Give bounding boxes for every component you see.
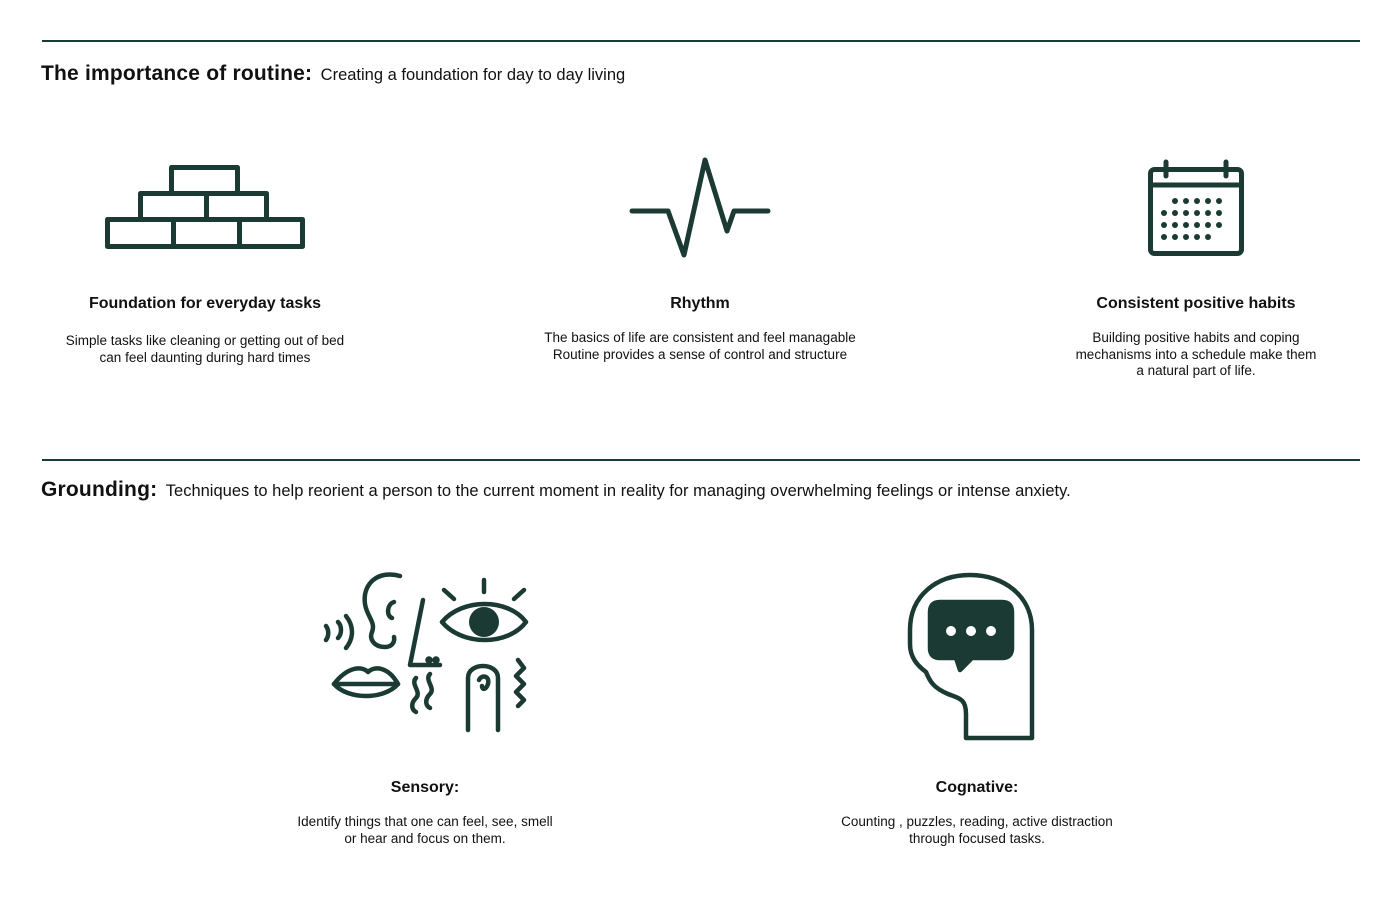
heartbeat-pulse-icon xyxy=(628,154,772,262)
senses-icon xyxy=(318,570,534,736)
card-body-foundation: Simple tasks like cleaning or getting out of bed can feel daunting during hard times xyxy=(65,333,345,365)
middle-divider xyxy=(42,459,1360,461)
calendar-icon xyxy=(1146,158,1246,258)
card-body-sensory: Identify things that one can feel, see, smell or hear and focus on them. xyxy=(297,814,553,846)
grounding-subtitle: Techniques to help reorient a person to the current moment in reality for managing overwhelming feelings or intense anxiety. xyxy=(165,482,1071,500)
top-divider xyxy=(42,40,1360,42)
card-title-cognitive: Cognative: xyxy=(935,779,1019,796)
routine-title: The importance of routine: xyxy=(41,62,313,85)
card-title-sensory: Sensory: xyxy=(390,779,460,796)
card-title-habits: Consistent positive habits xyxy=(1096,295,1296,312)
routine-heading xyxy=(41,62,625,86)
grounding-title: Grounding: xyxy=(41,478,158,501)
card-title-foundation: Foundation for everyday tasks xyxy=(88,295,322,312)
head-speech-bubble-icon xyxy=(906,572,1036,744)
brick-wall-icon xyxy=(104,164,306,252)
card-title-rhythm: Rhythm xyxy=(670,295,730,312)
card-body-habits: Building positive habits and coping mechanisms into a schedule make them a natural part of life. xyxy=(1075,330,1317,378)
card-body-rhythm: The basics of life are consistent and feel managable Routine provides a sense of control and structure xyxy=(544,330,856,362)
card-body-cognitive: Counting , puzzles, reading, active distraction through focused tasks. xyxy=(841,814,1113,846)
grounding-heading xyxy=(41,478,1071,502)
routine-subtitle: Creating a foundation for day to day living xyxy=(320,66,626,84)
